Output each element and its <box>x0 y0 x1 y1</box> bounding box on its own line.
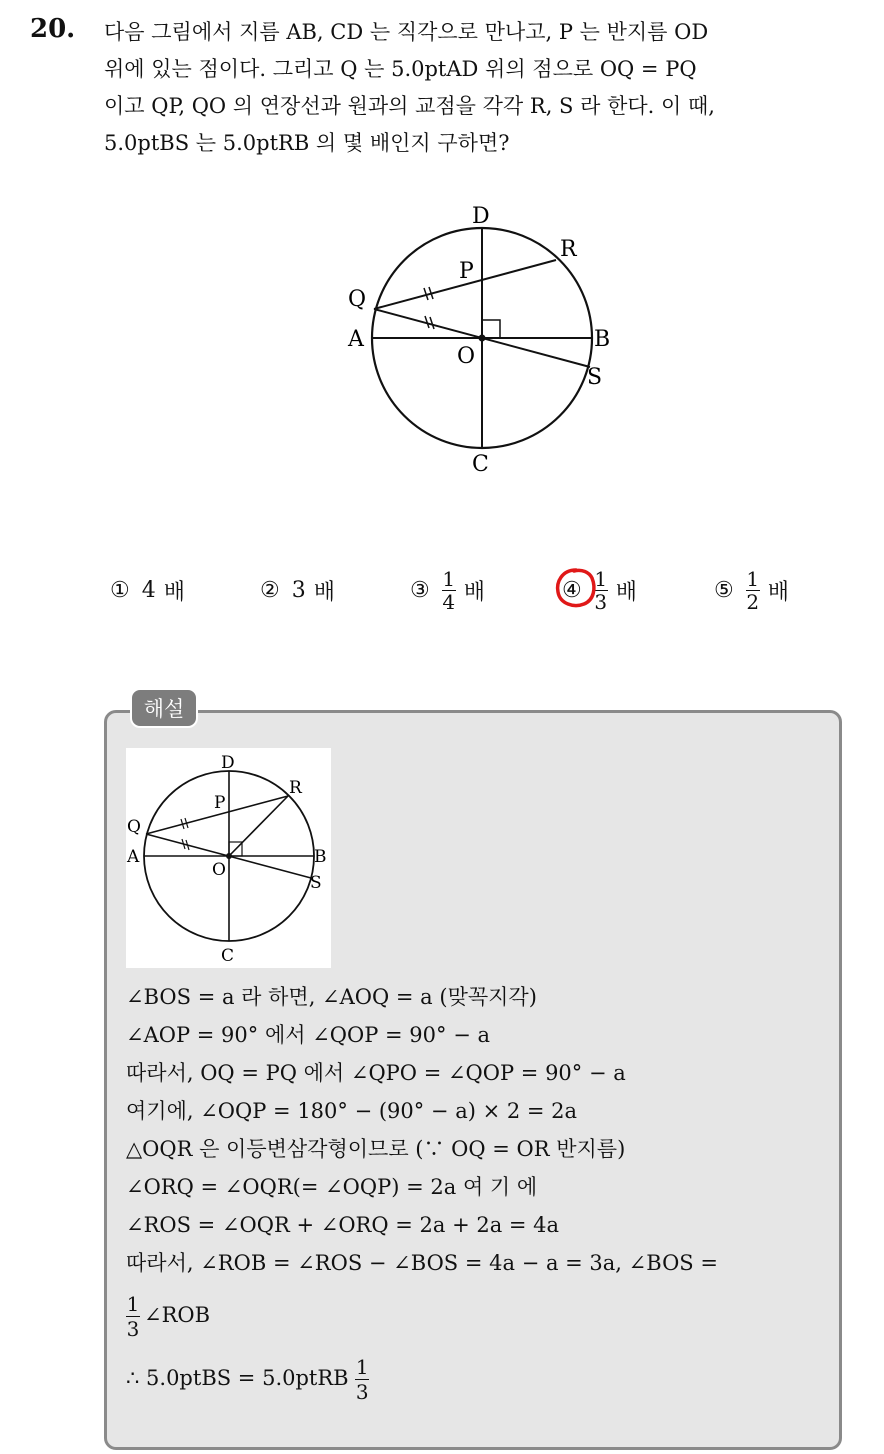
label-r: R <box>560 237 577 262</box>
choice-unit: 배 <box>767 579 789 605</box>
solution-tag: 해설 <box>130 688 198 728</box>
choice-2[interactable] <box>260 560 335 620</box>
label-q: Q <box>348 287 367 312</box>
choice-fraction <box>746 568 760 613</box>
numerator: 1 <box>594 566 608 591</box>
question-line-2: 위에 있는 점이다. 그리고 Q 는 5.0ptAD 위의 점으로 OQ = PQ <box>104 57 697 81</box>
choice-value: 3 <box>291 577 306 603</box>
choice-number: ① <box>110 577 130 603</box>
circle-diagram <box>340 196 620 486</box>
solution-line-4: 여기에, ∠OQP = 180° − (90° − a) × 2 = 2a <box>126 1099 578 1123</box>
solution-line-1: ∠BOS = a 라 하면, ∠AOQ = a (맞꼭지각) <box>126 985 537 1009</box>
choice-fraction <box>442 568 456 613</box>
choice-5[interactable] <box>714 560 789 620</box>
solution-diagram <box>126 748 331 968</box>
label-q: Q <box>127 817 141 837</box>
question-number: 20. <box>30 14 76 44</box>
question-text <box>104 14 864 162</box>
choice-number: ③ <box>410 577 430 603</box>
numerator: 1 <box>746 566 760 591</box>
choice-value: 4 <box>141 577 156 603</box>
solution-line-3: 따라서, OQ = PQ 에서 ∠QPO = ∠QOP = 90° − a <box>126 1061 626 1085</box>
center-point <box>479 335 486 342</box>
solution-line-8: 따라서, ∠ROB = ∠ROS − ∠BOS = 4a − a = 3a, ∠BOS = <box>126 1251 718 1275</box>
solution-line-10-text: ∴ 5.0ptBS = 5.0ptRB <box>126 1366 349 1390</box>
denominator: 2 <box>746 589 760 614</box>
solution-text <box>126 978 826 1404</box>
question-line-4: 5.0ptBS 는 5.0ptRB 의 몇 배인지 구하면? <box>104 131 510 155</box>
label-a: A <box>348 327 364 352</box>
solution-line-9 <box>126 1292 826 1341</box>
question-line-3: 이고 QP, QO 의 연장선과 원과의 교점을 각각 R, S 라 한다. 이 때, <box>104 94 715 118</box>
solution-line-9-text: ∠ROB <box>144 1303 211 1327</box>
question-line-1: 다음 그림에서 지름 AB, CD 는 직각으로 만나고, P 는 반지름 OD <box>104 20 709 44</box>
solution-line-2: ∠AOP = 90° 에서 ∠QOP = 90° − a <box>126 1023 490 1047</box>
choice-number: ⑤ <box>714 577 734 603</box>
choice-unit: 배 <box>163 579 185 605</box>
choice-number: ② <box>260 577 280 603</box>
label-c: C <box>472 452 489 477</box>
label-p: P <box>214 793 226 813</box>
solution-line-7: ∠ROS = ∠OQR + ∠ORQ = 2a + 2a = 4a <box>126 1213 560 1237</box>
label-o: O <box>457 344 476 369</box>
label-c: C <box>221 946 235 966</box>
label-d: D <box>472 204 490 229</box>
label-b: B <box>314 847 327 867</box>
answer-circle-mark <box>554 566 598 610</box>
answer-choices <box>104 560 864 620</box>
numerator: 1 <box>126 1292 140 1316</box>
solution-line-5: △OQR 은 이등변삼각형이므로 (∵ OQ = OR 반지름) <box>126 1137 626 1161</box>
denominator: 3 <box>355 1380 369 1404</box>
right-angle-mark <box>482 320 500 338</box>
denominator: 4 <box>442 589 456 614</box>
numerator: 1 <box>442 566 456 591</box>
choice-3[interactable] <box>410 560 485 620</box>
numerator: 1 <box>355 1355 369 1379</box>
label-p: P <box>459 259 474 284</box>
choice-unit: 배 <box>313 579 335 605</box>
choice-number: ④ <box>562 577 582 603</box>
label-o: O <box>212 860 226 880</box>
label-d: D <box>221 753 235 773</box>
fraction <box>126 1292 140 1341</box>
solution-line-6: ∠ORQ = ∠OQR(= ∠OQP) = 2a 여 기 에 <box>126 1175 538 1199</box>
label-a: A <box>127 847 140 867</box>
label-b: B <box>594 327 611 352</box>
label-r: R <box>289 778 302 798</box>
denominator: 3 <box>126 1317 140 1341</box>
fraction <box>355 1355 369 1404</box>
choice-unit: 배 <box>615 579 637 605</box>
center-point <box>226 853 232 859</box>
label-s: S <box>310 873 322 893</box>
segment-or <box>229 796 288 856</box>
choice-1[interactable] <box>110 560 185 620</box>
choice-4[interactable] <box>562 560 637 620</box>
label-s: S <box>587 365 603 390</box>
choice-unit: 배 <box>463 579 485 605</box>
denominator: 3 <box>594 589 608 614</box>
solution-line-10 <box>126 1355 826 1404</box>
